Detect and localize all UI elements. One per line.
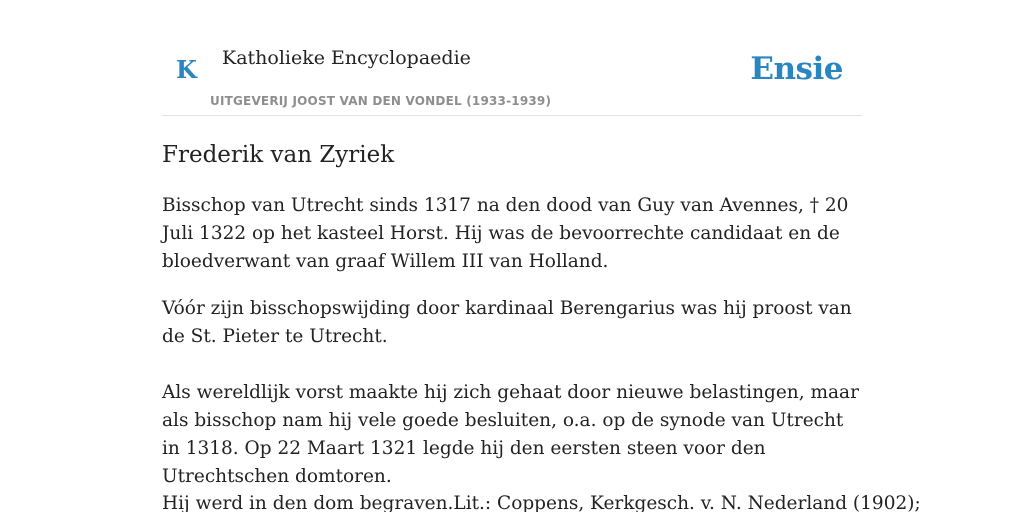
article-paragraph: Bisschop van Utrecht sinds 1317 na den dood van Guy van Avennes, † 20 Juli 1322 op het kasteel Horst. Hij was de bevoorrechte candidaat en de bloedverwant van graaf Willem III van Holland. bbox=[162, 195, 849, 272]
site-header bbox=[162, 0, 862, 116]
article-paragraph: Hij werd in den dom begraven.Lit.: Coppens, Kerkgesch. v. N. Nederland (1902); bbox=[162, 493, 921, 512]
article-paragraph: Vóór zijn bisschopswijding door kardinaal Berengarius was hij proost van de St. Pieter te Utrecht. bbox=[162, 298, 852, 347]
publication-logo[interactable]: K bbox=[176, 55, 197, 84]
publication-title[interactable]: Katholieke Encyclopaedie bbox=[222, 47, 471, 69]
article-paragraph: Als wereldlijk vorst maakte hij zich gehaat door nieuwe belastingen, maar als bisschop nam hij vele goede besluiten, o.a. op de synode van Utrecht in 1318. Op 22 Maart 1321 legde hij den eersten steen voor den Utrechtschen domtoren. bbox=[162, 382, 859, 487]
content-container bbox=[162, 0, 921, 512]
publication-subtitle: UITGEVERIJ JOOST VAN DEN VONDEL (1933-1939) bbox=[210, 94, 552, 108]
article-title: Frederik van Zyriek bbox=[162, 142, 395, 168]
ensie-brand-logo[interactable]: Ensie bbox=[750, 51, 843, 87]
